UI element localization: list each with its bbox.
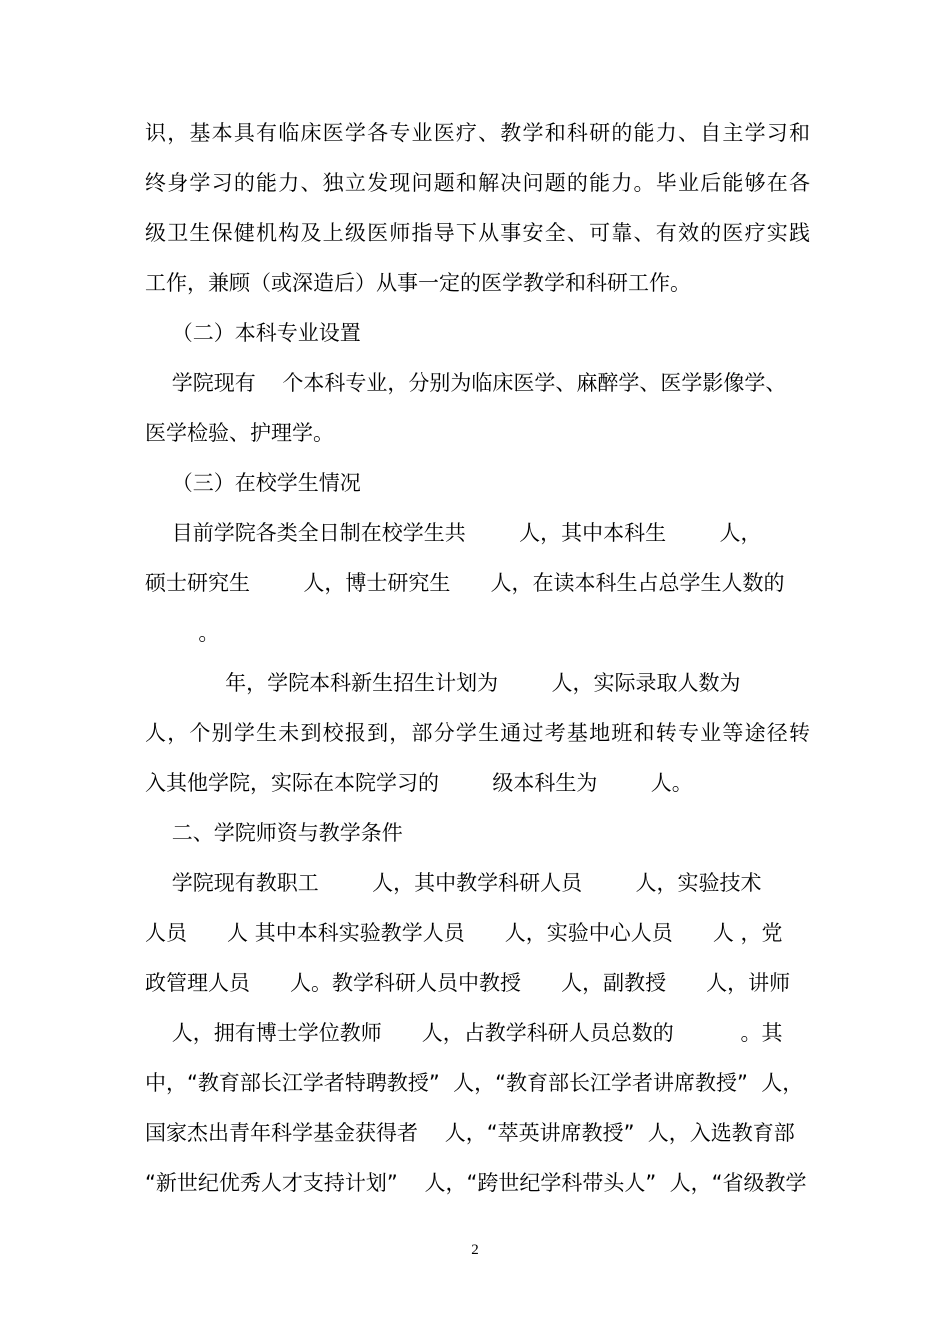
body-line-9: 目前学院各类全日制在校学生共 人，其中本科生 人， xyxy=(145,521,762,545)
body-line-10: 硕士研究生 人，博士研究生 人，在读本科生占总学生人数的 xyxy=(145,571,785,595)
body-line-13: 人，个别学生未到校报到，部分学生通过考基地班和转专业等途径转 xyxy=(145,721,810,745)
body-line-7: 医学检验、护理学。 xyxy=(145,421,334,445)
body-line-4: 工作，兼顾（或深造后）从事一定的医学教学和科研工作。 xyxy=(145,271,691,295)
page-number: 2 xyxy=(471,1242,479,1258)
body-line-3: 级卫生保健机构及上级医师指导下从事安全、可靠、有效的医疗实践 xyxy=(145,221,810,245)
body-line-19: 人，拥有博士学位教师 人，占教学科研人员总数的 。其 xyxy=(145,1021,783,1045)
body-line-17: 人员 人 其中本科实验教学人员 人，实验中心人员 人 ，党 xyxy=(145,921,783,945)
body-line-20: 中，“教育部长江学者特聘教授” 人，“教育部长江学者讲席教授” 人， xyxy=(145,1071,804,1095)
body-line-21: 国家杰出青年科学基金获得者 人，“萃英讲席教授” 人，入选教育部 xyxy=(145,1121,795,1145)
section-heading-faculty-and-conditions: 二、学院师资与教学条件 xyxy=(145,821,403,845)
body-line-1: 识，基本具有临床医学各专业医疗、教学和科研的能力、自主学习和 xyxy=(145,121,810,145)
section-heading-enrolled-students: （三）在校学生情况 xyxy=(145,471,361,495)
body-line-11: 。 xyxy=(145,621,220,645)
body-line-22: “新世纪优秀人才支持计划” 人，“跨世纪学科带头人” 人，“省级教学 xyxy=(145,1171,807,1195)
section-heading-undergraduate-majors: （二）本科专业设置 xyxy=(145,321,361,345)
body-line-12: 年，学院本科新生招生计划为 人，实际录取人数为 xyxy=(145,671,741,695)
body-line-18: 政管理人员 人。教学科研人员中教授 人，副教授 人，讲师 xyxy=(145,971,791,995)
body-line-16: 学院现有教职工 人，其中教学科研人员 人，实验技术 xyxy=(145,871,762,895)
body-line-2: 终身学习的能力、独立发现问题和解决问题的能力。毕业后能够在各 xyxy=(145,171,810,195)
body-line-14: 入其他学院，实际在本院学习的 级本科生为 人。 xyxy=(145,771,693,795)
body-line-6: 学院现有 个本科专业，分别为临床医学、麻醉学、医学影像学、 xyxy=(145,371,787,395)
